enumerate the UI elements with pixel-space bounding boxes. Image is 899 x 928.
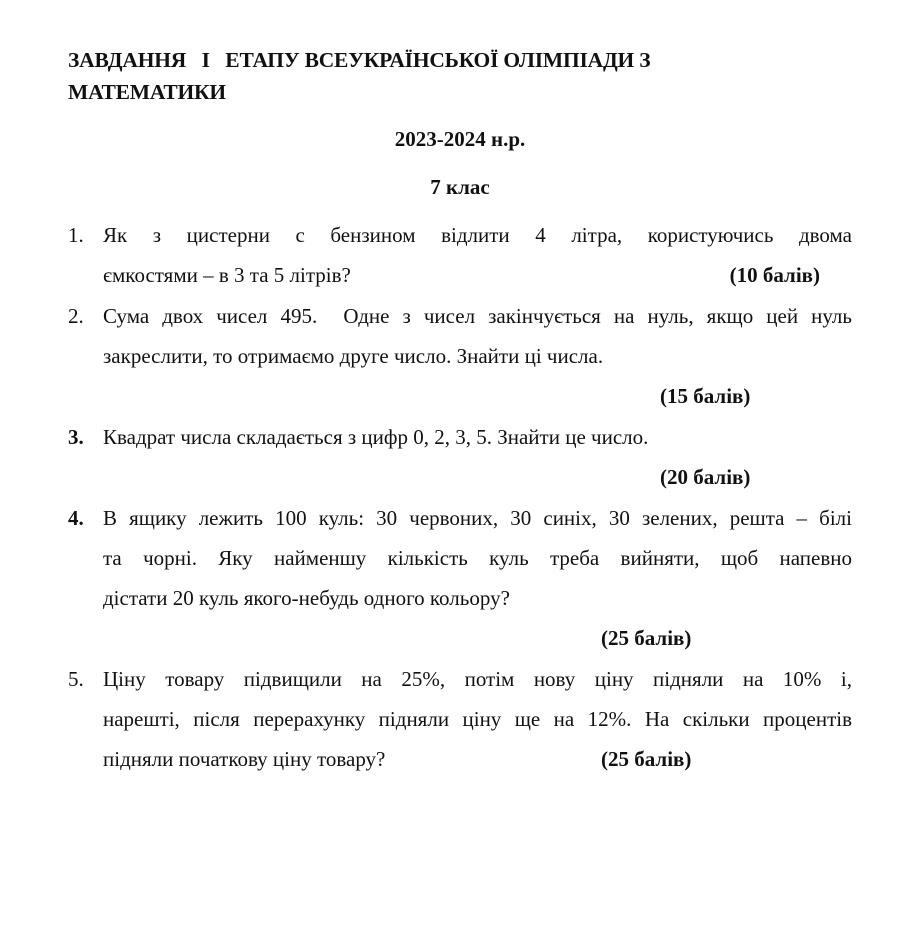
task-4-points: (25 балів) bbox=[601, 626, 692, 650]
task-line: підняли початкову ціну товару? bbox=[103, 747, 386, 771]
task-2 bbox=[68, 296, 852, 376]
title-line-1: ЗАВДАННЯ І ЕТАПУ ВСЕУКРАЇНСЬКОЇ ОЛІМПІАДИ З bbox=[68, 48, 651, 72]
task-1 bbox=[68, 215, 852, 295]
task-line: та чорні. Яку найменшу кількість куль треба вийняти, щоб напевно bbox=[103, 546, 852, 570]
task-text bbox=[103, 659, 852, 779]
task-3-points: (20 балів) bbox=[660, 465, 751, 489]
task-number: 5. bbox=[68, 667, 84, 691]
task-line: ємкостями – в 3 та 5 літрів? bbox=[103, 263, 351, 287]
task-number: 2. bbox=[68, 304, 84, 328]
task-2-points: (15 балів) bbox=[660, 384, 751, 408]
task-4 bbox=[68, 498, 852, 618]
task-text bbox=[103, 296, 852, 376]
task-5 bbox=[68, 659, 852, 779]
document-title bbox=[68, 44, 858, 108]
task-points: (10 балів) bbox=[729, 263, 820, 287]
task-line: Квадрат числа складається з цифр 0, 2, 3, 5. Знайти це число. bbox=[103, 425, 649, 449]
task-line: Сума двох чисел 495. Одне з чисел закінчується на нуль, якщо цей нуль bbox=[103, 304, 852, 328]
task-text bbox=[103, 498, 852, 618]
task-5-points: (25 балів) bbox=[601, 747, 692, 771]
grade-label: 7 клас bbox=[430, 175, 490, 199]
task-number: 1. bbox=[68, 223, 84, 247]
task-number: 3. bbox=[68, 425, 84, 449]
task-line: дістати 20 куль якого-небудь одного кольору? bbox=[103, 586, 510, 610]
task-line-row bbox=[103, 255, 852, 295]
task-line: Як з цистерни с бензином відлити 4 літра, користуючись двома bbox=[103, 223, 852, 247]
title-line-2: МАТЕМАТИКИ bbox=[68, 80, 226, 104]
school-year: 2023-2024 н.р. bbox=[394, 127, 526, 151]
task-text bbox=[103, 215, 852, 295]
task-line: Ціну товару підвищили на 25%, потім нову ціну підняли на 10% і, bbox=[103, 667, 852, 691]
task-line: закреслити, то отримаємо друге число. Знайти ці числа. bbox=[103, 344, 604, 368]
task-number: 4. bbox=[68, 506, 84, 530]
task-line: В ящику лежить 100 куль: 30 червоних, 30 синіх, 30 зелених, решта – білі bbox=[103, 506, 852, 530]
task-3 bbox=[68, 417, 852, 457]
task-text bbox=[103, 417, 852, 457]
task-line: нарешті, після перерахунку підняли ціну ще на 12%. На скільки процентів bbox=[103, 707, 852, 731]
